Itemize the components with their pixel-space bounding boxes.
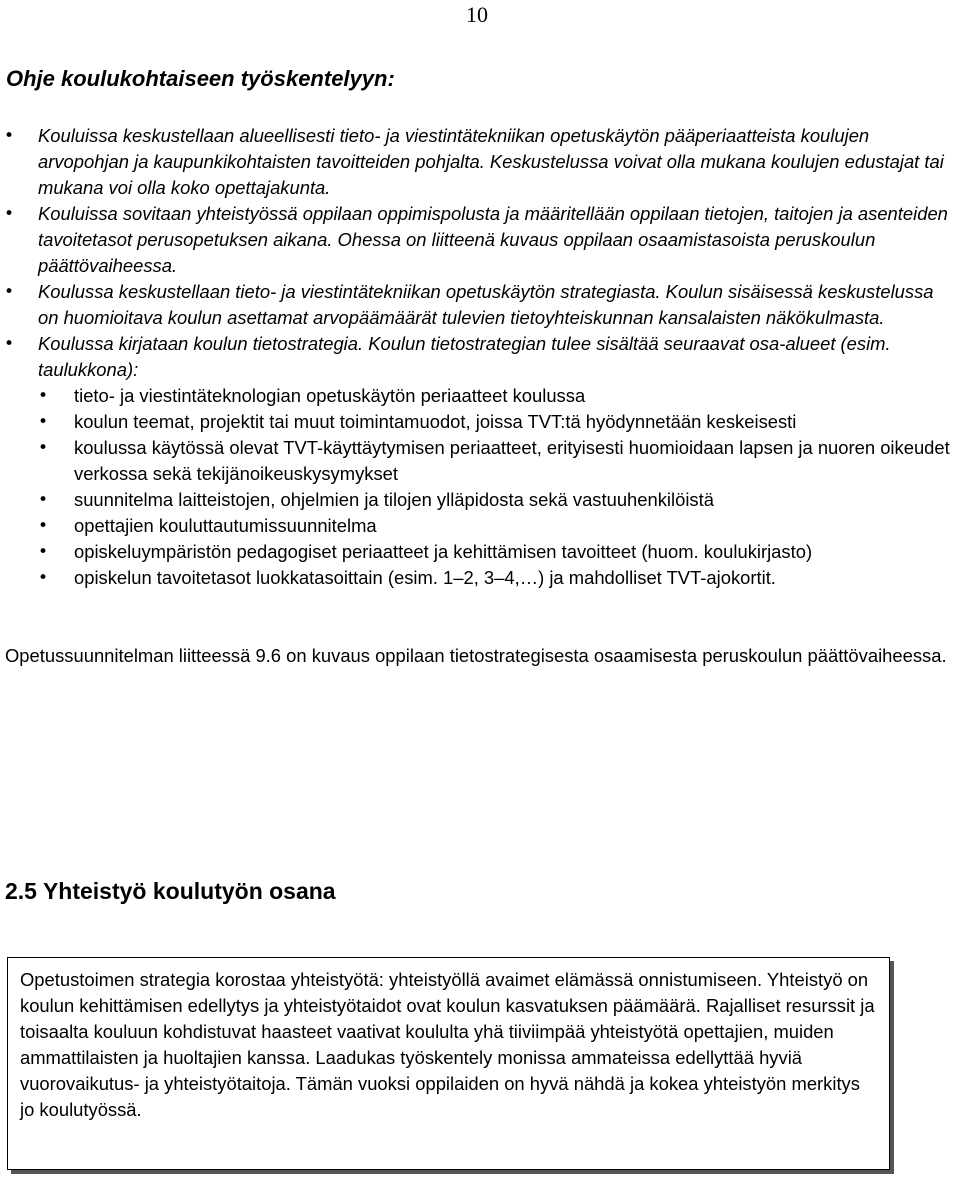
appendix-note: Opetussuunnitelman liitteessä 9.6 on kuvaus oppilaan tietostrategisesta osaamisesta peruskoulun päättövaiheessa. xyxy=(5,645,947,666)
list-item-text: Kouluissa keskustellaan alueellisesti tieto- ja viestintätekniikan opetuskäytön pääperiaatteista koulujen arvopohjan ja kaupunkikohtaisten tavoitteiden pohjalta. Keskustelussa voivat olla mukana koulujen edustajat tai mukana voi olla koko opettajakunta. xyxy=(38,125,944,198)
sublist-item: • opettajien kouluttautumissuunnitelma xyxy=(38,513,958,539)
page-number: 10 xyxy=(466,2,488,27)
list-item-text: Kouluissa sovitaan yhteistyössä oppilaan oppimispolusta ja määritellään oppilaan tietojen, taitojen ja asenteiden tavoitetasot perusopetuksen aikana. Ohessa on liitteenä kuvaus oppilaan osaamistasoista peruskoulun päättövaiheessa. xyxy=(38,203,948,276)
guideline-list xyxy=(0,123,960,591)
section-title: 2.5 Yhteistyö koulutyön osana xyxy=(5,878,336,904)
sublist-item: • opiskelun tavoitetasot luokkatasoittain (esim. 1–2, 3–4,…) ja mahdolliset TVT-ajokortit. xyxy=(38,565,958,591)
strategy-box-text: Opetustoimen strategia korostaa yhteistyötä: yhteistyöllä avaimet elämässä onnistumiseen. Yhteistyö on koulun kehittämisen edellytys ja yhteistyötaidot ovat koulun kasvatuksen päämäärä. Rajalliset resurssit ja toisaalta kouluun kohdistuvat haasteet vaativat koululta yhä tiiviimpää yhteistyötä opettajien, muiden ammattilaisten ja huoltajien kanssa. Laadukas työskentely monissa ammateissa edellyttää hyviä vuorovaikutus- ja yhteistyötaitoja. Tämän vuoksi oppilaiden on hyvä nähdä ja kokea yhteistyön merkitys jo koulutyössä. xyxy=(20,969,875,1120)
sublist-item: • suunnitelma laitteistojen, ohjelmien ja tilojen ylläpidosta sekä vastuuhenkilöistä xyxy=(38,487,958,513)
page-heading: Ohje koulukohtaiseen työskentelyyn: xyxy=(6,66,395,91)
sublist-item: • tieto- ja viestintäteknologian opetuskäytön periaatteet koulussa xyxy=(38,383,958,409)
list-item xyxy=(0,331,958,591)
strategy-box xyxy=(7,957,890,1170)
sublist-item: • opiskeluympäristön pedagogiset periaatteet ja kehittämisen tavoitteet (huom. koulukirjasto) xyxy=(38,539,958,565)
sublist-item: • koulussa käytössä olevat TVT-käyttäytymisen periaatteet, erityisesti huomioidaan lapsen ja nuoren oikeudet verkossa sekä tekijänoikeuskysymykset xyxy=(38,435,958,487)
list-item xyxy=(0,123,958,201)
list-item xyxy=(0,201,958,279)
list-item-text: Koulussa keskustellaan tieto- ja viestintätekniikan opetuskäytön strategiasta. Koulun sisäisessä keskustelussa on huomioitava koulun asettamat arvopäämäärät tulevien tietoyhteiskunnan kansalaisten näkökulmasta. xyxy=(38,281,934,328)
list-item-text: Koulussa kirjataan koulun tietostrategia. Koulun tietostrategian tulee sisältää seuraavat osa-alueet (esim. taulukkona): xyxy=(38,333,891,380)
list-item xyxy=(0,279,958,331)
strategy-sublist xyxy=(38,383,958,591)
sublist-item: • koulun teemat, projektit tai muut toimintamuodot, joissa TVT:tä hyödynnetään keskeisesti xyxy=(38,409,958,435)
